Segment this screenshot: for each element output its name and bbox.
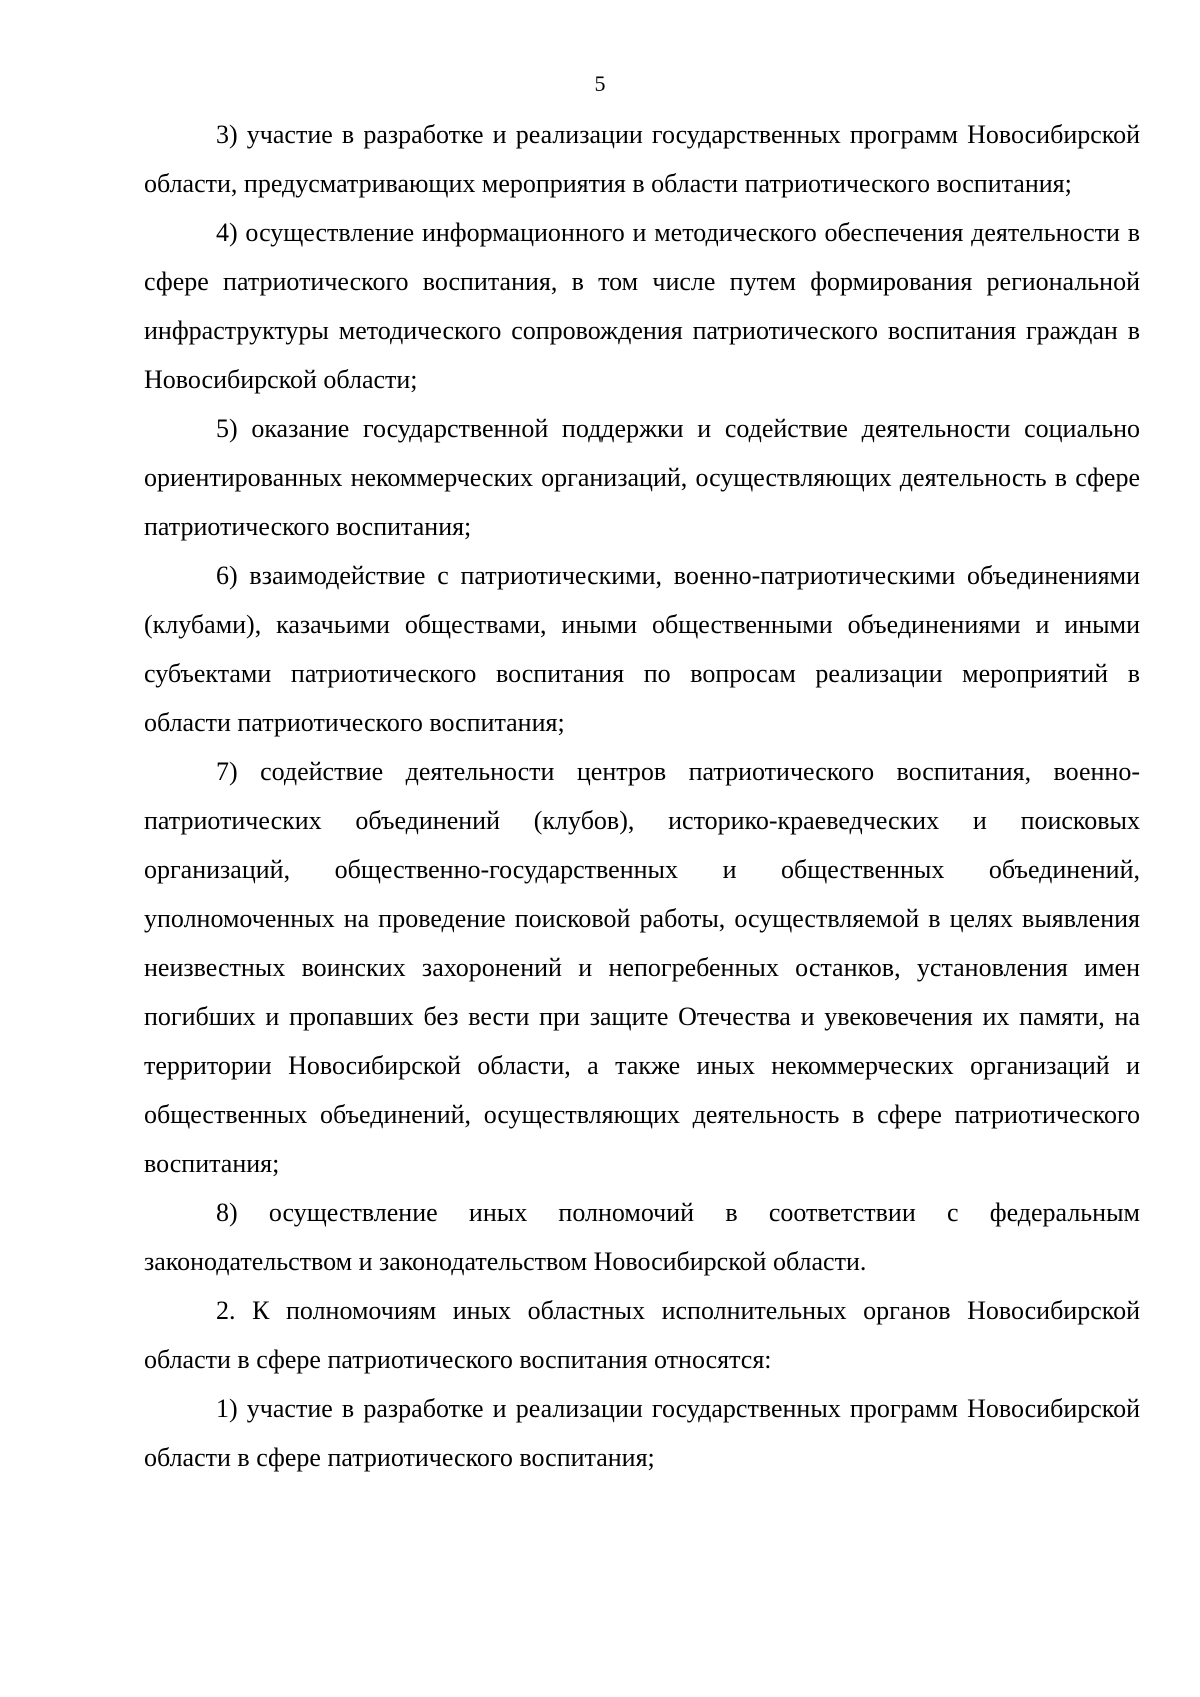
paragraph-item-5: 5) оказание государственной поддержки и содействие деятельности социально ориентированных некоммерческих организаций, осуществляющих деятельность в сфере патриотического воспитания; [144, 414, 1140, 541]
page-number: 5 [594, 71, 606, 96]
paragraph-item-4: 4) осуществление информационного и методического обеспечения деятельности в сфере патриотического воспитания, в том числе путем формирования региональной инфраструктуры методического сопровождения патриотического воспитания граждан в Новосибирской области; [144, 218, 1140, 394]
paragraph-item-7: 7) содействие деятельности центров патриотического воспитания, военно-патриотических объединений (клубов), историко-краеведческих и поисковых организаций, общественно-государственных и общественных объединений, уполномоченных на проведение поисковой работы, осуществляемой в целях выявления неизвестных воинских захоронений и непогребенных останков, установления имен погибших и пропавших без вести при защите Отечества и увековечения их памяти, на территории Новосибирской области, а также иных некоммерческих организаций и общественных объединений, осуществляющих деятельность в сфере патриотического воспитания; [144, 757, 1140, 1178]
paragraph-item-3: 3) участие в разработке и реализации государственных программ Новосибирской области, предусматривающих мероприятия в области патриотического воспитания; [144, 120, 1140, 198]
paragraph-section-2: 2. К полномочиям иных областных исполнительных органов Новосибирской области в сфере патриотического воспитания относятся: [144, 1296, 1140, 1374]
paragraph-item-6: 6) взаимодействие с патриотическими, военно-патриотическими объединениями (клубами), казачьими обществами, иными общественными объединениями и иными субъектами патриотического воспитания по вопросам реализации мероприятий в области патриотического воспитания; [144, 561, 1140, 737]
document-body [144, 110, 1140, 1482]
paragraph-item-8: 8) осуществление иных полномочий в соответствии с федеральным законодательством и законодательством Новосибирской области. [144, 1198, 1140, 1276]
paragraph-item-2-1: 1) участие в разработке и реализации государственных программ Новосибирской области в сфере патриотического воспитания; [144, 1394, 1140, 1472]
